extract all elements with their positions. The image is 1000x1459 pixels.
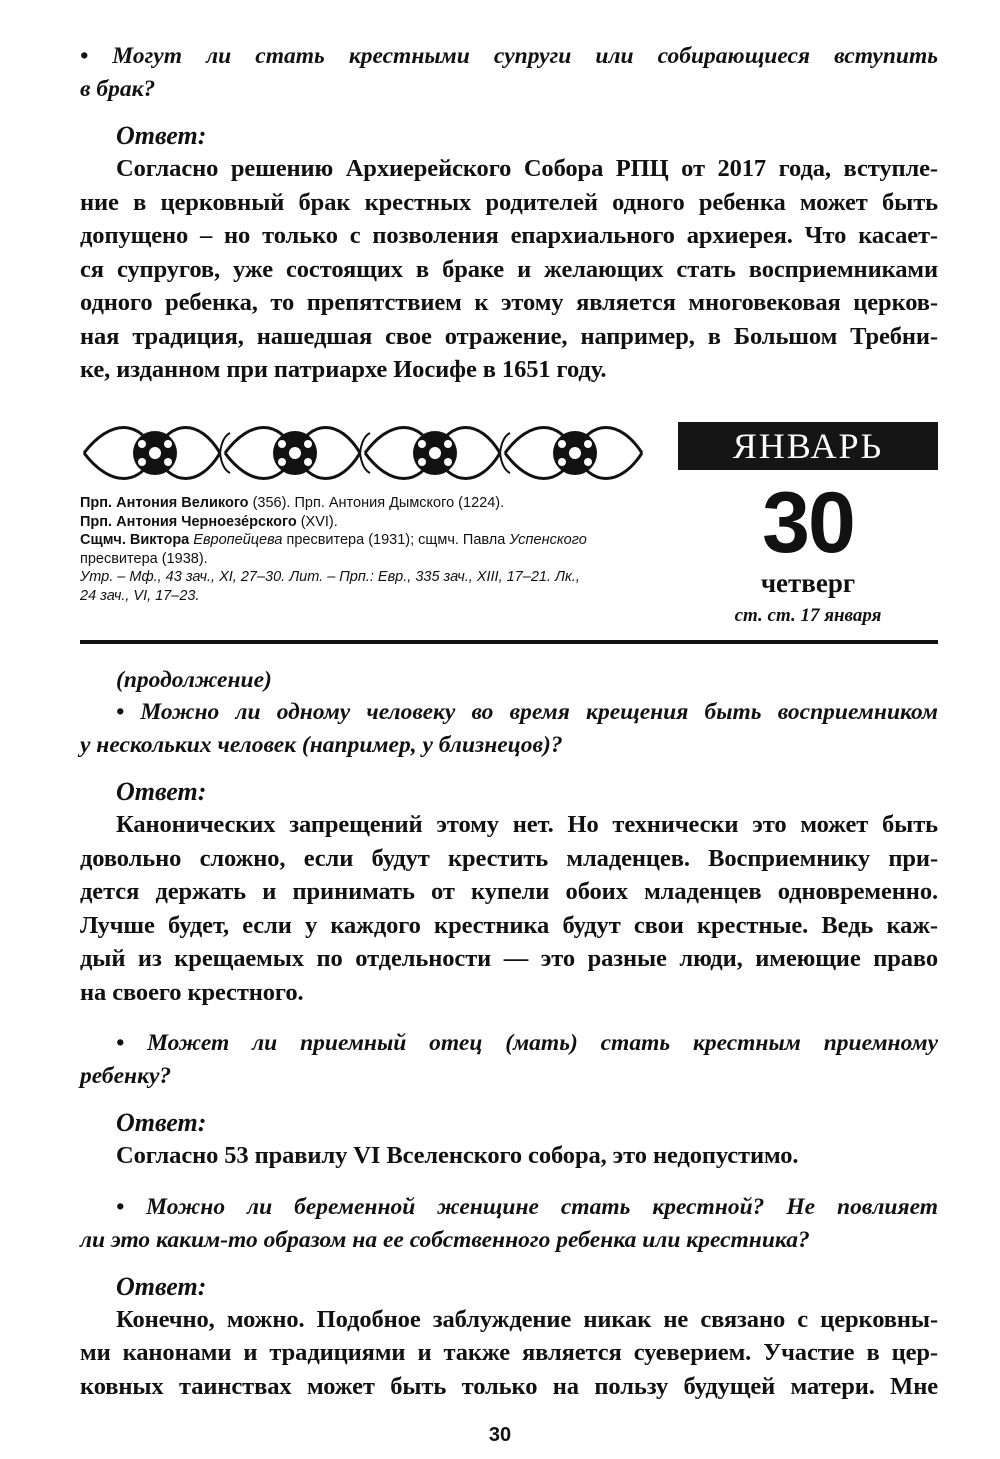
ornament-border-icon — [80, 414, 646, 492]
question-pregnant-woman: • Можно ли беременной женщине стать крестной? Не повлияет ли это каким-то образом на ее собственного ребенка или крестника? — [80, 1193, 938, 1253]
answer-paragraph: Согласно решению Архиерейского Собора РПЦ от 2017 года, вступле- ние в церковный брак крестных родителей одного ребенка может быть допущено – но только с позволения епархиального архиерея. Что касает- ся супругов, уже состоящих в браке и желающих стать восприемниками одного ребенка, то препятствием к этому является многовековая церков- ная традиция, нашедшая свое отражение, например, в Большом Требни- ке, изданном при патриархе Иосифе в 1651 году. — [80, 155, 938, 383]
answer-label: Ответ: — [116, 1271, 207, 1301]
saints-row: Сщмч. Виктора Европейцева пресвитера (1931); сщмч. Павла Успенского — [80, 532, 587, 548]
answer-label: Ответ: — [116, 777, 207, 806]
day-number: 30 — [762, 475, 854, 571]
calendar-block — [80, 408, 938, 644]
question-godparents-spouses: • Могут ли стать крестными супруги или собирающиеся вступить в брак? — [80, 43, 938, 102]
readings-row: Утр. – Мф., 43 зач., XI, 27–30. Лит. – Прп.: Евр., 335 зач., XIII, 17–21. Лк., — [80, 569, 580, 585]
continuation-label: (продолжение) — [116, 667, 272, 693]
answer-paragraph: Согласно 53 правилу VI Вселенского собора, это недопустимо. — [116, 1142, 799, 1169]
saints-list — [80, 494, 650, 605]
saints-row: пресвитера (1938). — [80, 550, 208, 567]
month-label: ЯНВАРЬ — [678, 422, 938, 470]
answer-paragraph: Конечно, можно. Подобное заблуждение никак не связано с церковны- ми канонами и традициями и также является суеверием. Участие в цер- ковных таинствах может быть только на пользу будущей матери. Мне — [80, 1305, 938, 1400]
answer-label: Ответ: — [116, 1108, 207, 1137]
question-twins: • Можно ли одному человеку во время крещения быть восприемником у нескольких человек (например, у близнецов)? — [80, 699, 938, 758]
question-adoptive-parent: • Может ли приемный отец (мать) стать крестным приемному ребенку? — [80, 1030, 938, 1089]
weekday-label: четверг — [760, 568, 856, 598]
saints-row: Прп. Антония Великого (356). Прп. Антония Дымского (1224). — [80, 495, 505, 511]
bottom-section — [80, 664, 938, 1403]
readings-row: 24 зач., VI, 17–23. — [80, 587, 200, 604]
saints-row: Прп. Антония Черноезе́рского (XVI). — [80, 513, 338, 530]
answer-label: Ответ: — [116, 121, 207, 150]
page-number: 30 — [488, 1424, 512, 1446]
answer-paragraph: Канонических запрещений этому нет. Но технически это может быть довольно сложно, если будут крестить младенцев. Восприемнику при- дется держать и принимать от купели обоих младенцев одновременно. Лучше будет, если у каждого крестника будут свои крестные. Ведь каж- дый из крещаемых по отдельности — это разные люди, имеющие право на своего крестного. — [80, 811, 938, 1006]
top-section — [80, 40, 938, 387]
divider-rule — [80, 640, 938, 644]
old-style-date: ст. ст. 17 января — [734, 605, 882, 626]
